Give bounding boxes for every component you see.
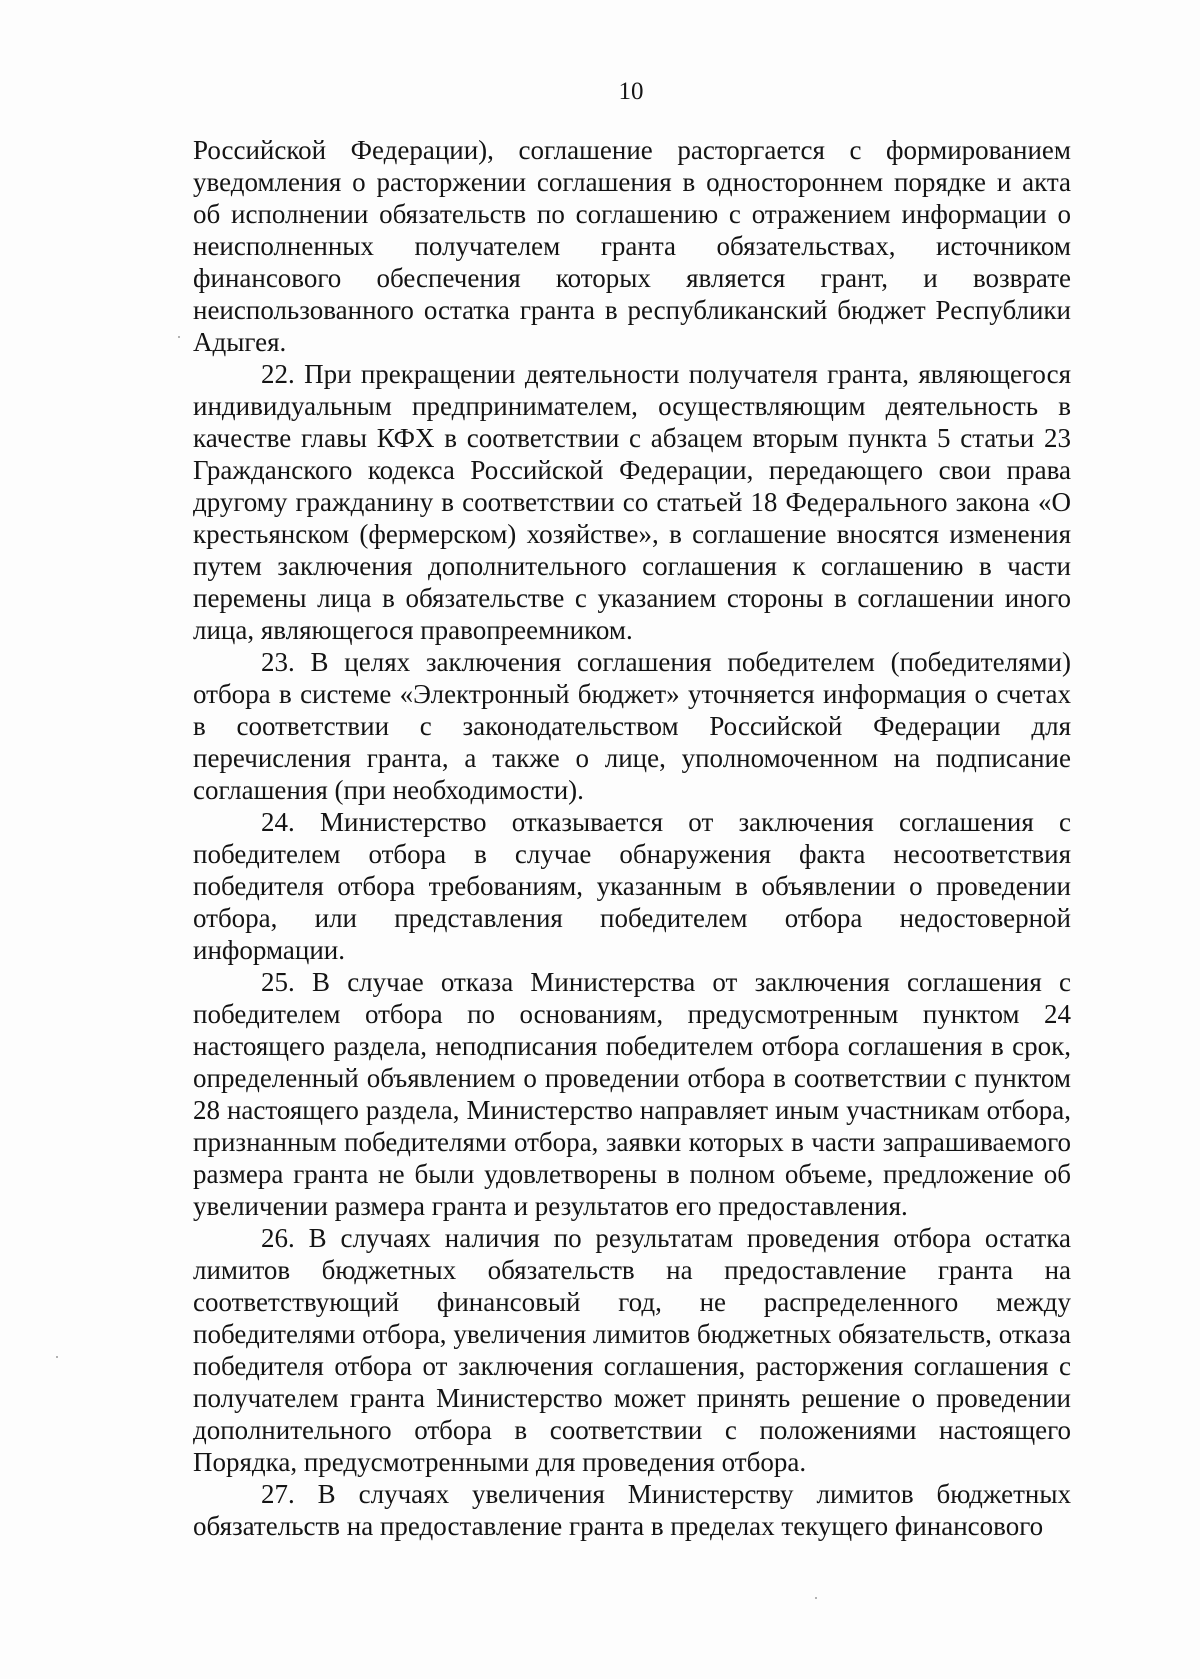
paragraph-item-25: 25. В случае отказа Министерства от заключения соглашения с победителем отбора по основаниям, предусмотренным пунктом 24 настоящего раздела, неподписания победителем отбора соглашения в срок, определенный объявлением о проведении отбора в соответствии с пунктом 28 настоящего раздела, Министерство направляет иным участникам отбора, признанным победителями отбора, заявки которых в части запрашиваемого размера гранта не были удовлетворены в полном объеме, предложение об увеличении размера гранта и результатов его предоставления. — [193, 967, 1071, 1221]
page-number: 10 — [618, 78, 644, 105]
paragraph-item-26: 26. В случаях наличия по результатам проведения отбора остатка лимитов бюджетных обязательств на предоставление гранта на соответствующий финансовый год, не распределенного между победителями отбора, увеличения лимитов бюджетных обязательств, отказа победителя отбора от заключения соглашения, расторжения соглашения с получателем гранта Министерство может принять решение о проведении дополнительного отбора в соответствии с положениями настоящего Порядка, предусмотренными для проведения отбора. — [193, 1223, 1071, 1477]
paragraph-item-22: 22. При прекращении деятельности получателя гранта, являющегося индивидуальным предпринимателем, осуществляющим деятельность в качестве главы КФХ в соответствии с абзацем вторым пункта 5 статьи 23 Гражданского кодекса Российской Федерации, передающего свои права другому гражданину в соответствии со статьей 18 Федерального закона «О крестьянском (фермерском) хозяйстве», в соглашение вносятся изменения путем заключения дополнительного соглашения к соглашению в части перемены лица в обязательстве с указанием стороны в соглашении иного лица, являющегося правопреемником. — [193, 359, 1071, 645]
paragraph-item-23: 23. В целях заключения соглашения победителем (победителями) отбора в системе «Электронный бюджет» уточняется информация о счетах в соответствии с законодательством Российской Федерации для перечисления гранта, а также о лице, уполномоченном на подписание соглашения (при необходимости). — [193, 647, 1071, 805]
scan-speck — [178, 336, 180, 338]
scan-speck — [56, 1356, 58, 1358]
document-body — [193, 134, 1071, 1542]
scan-speck — [815, 1597, 817, 1599]
paragraph-continuation: Российской Федерации), соглашение расторгается с формированием уведомления о расторжении соглашения в одностороннем порядке и акта об исполнении обязательств по соглашению с отражением информации о неисполненных получателем гранта обязательствах, источником финансового обеспечения которых является грант, и возврате неиспользованного остатка гранта в республиканский бюджет Республики Адыгея. — [193, 135, 1071, 357]
paragraph-item-24: 24. Министерство отказывается от заключения соглашения с победителем отбора в случае обнаружения факта несоответствия победителя отбора требованиям, указанным в объявлении о проведении отбора, или представления победителем отбора недостоверной информации. — [193, 807, 1071, 965]
paragraph-item-27: 27. В случаях увеличения Министерству лимитов бюджетных обязательств на предоставление гранта в пределах текущего финансового — [193, 1479, 1071, 1541]
